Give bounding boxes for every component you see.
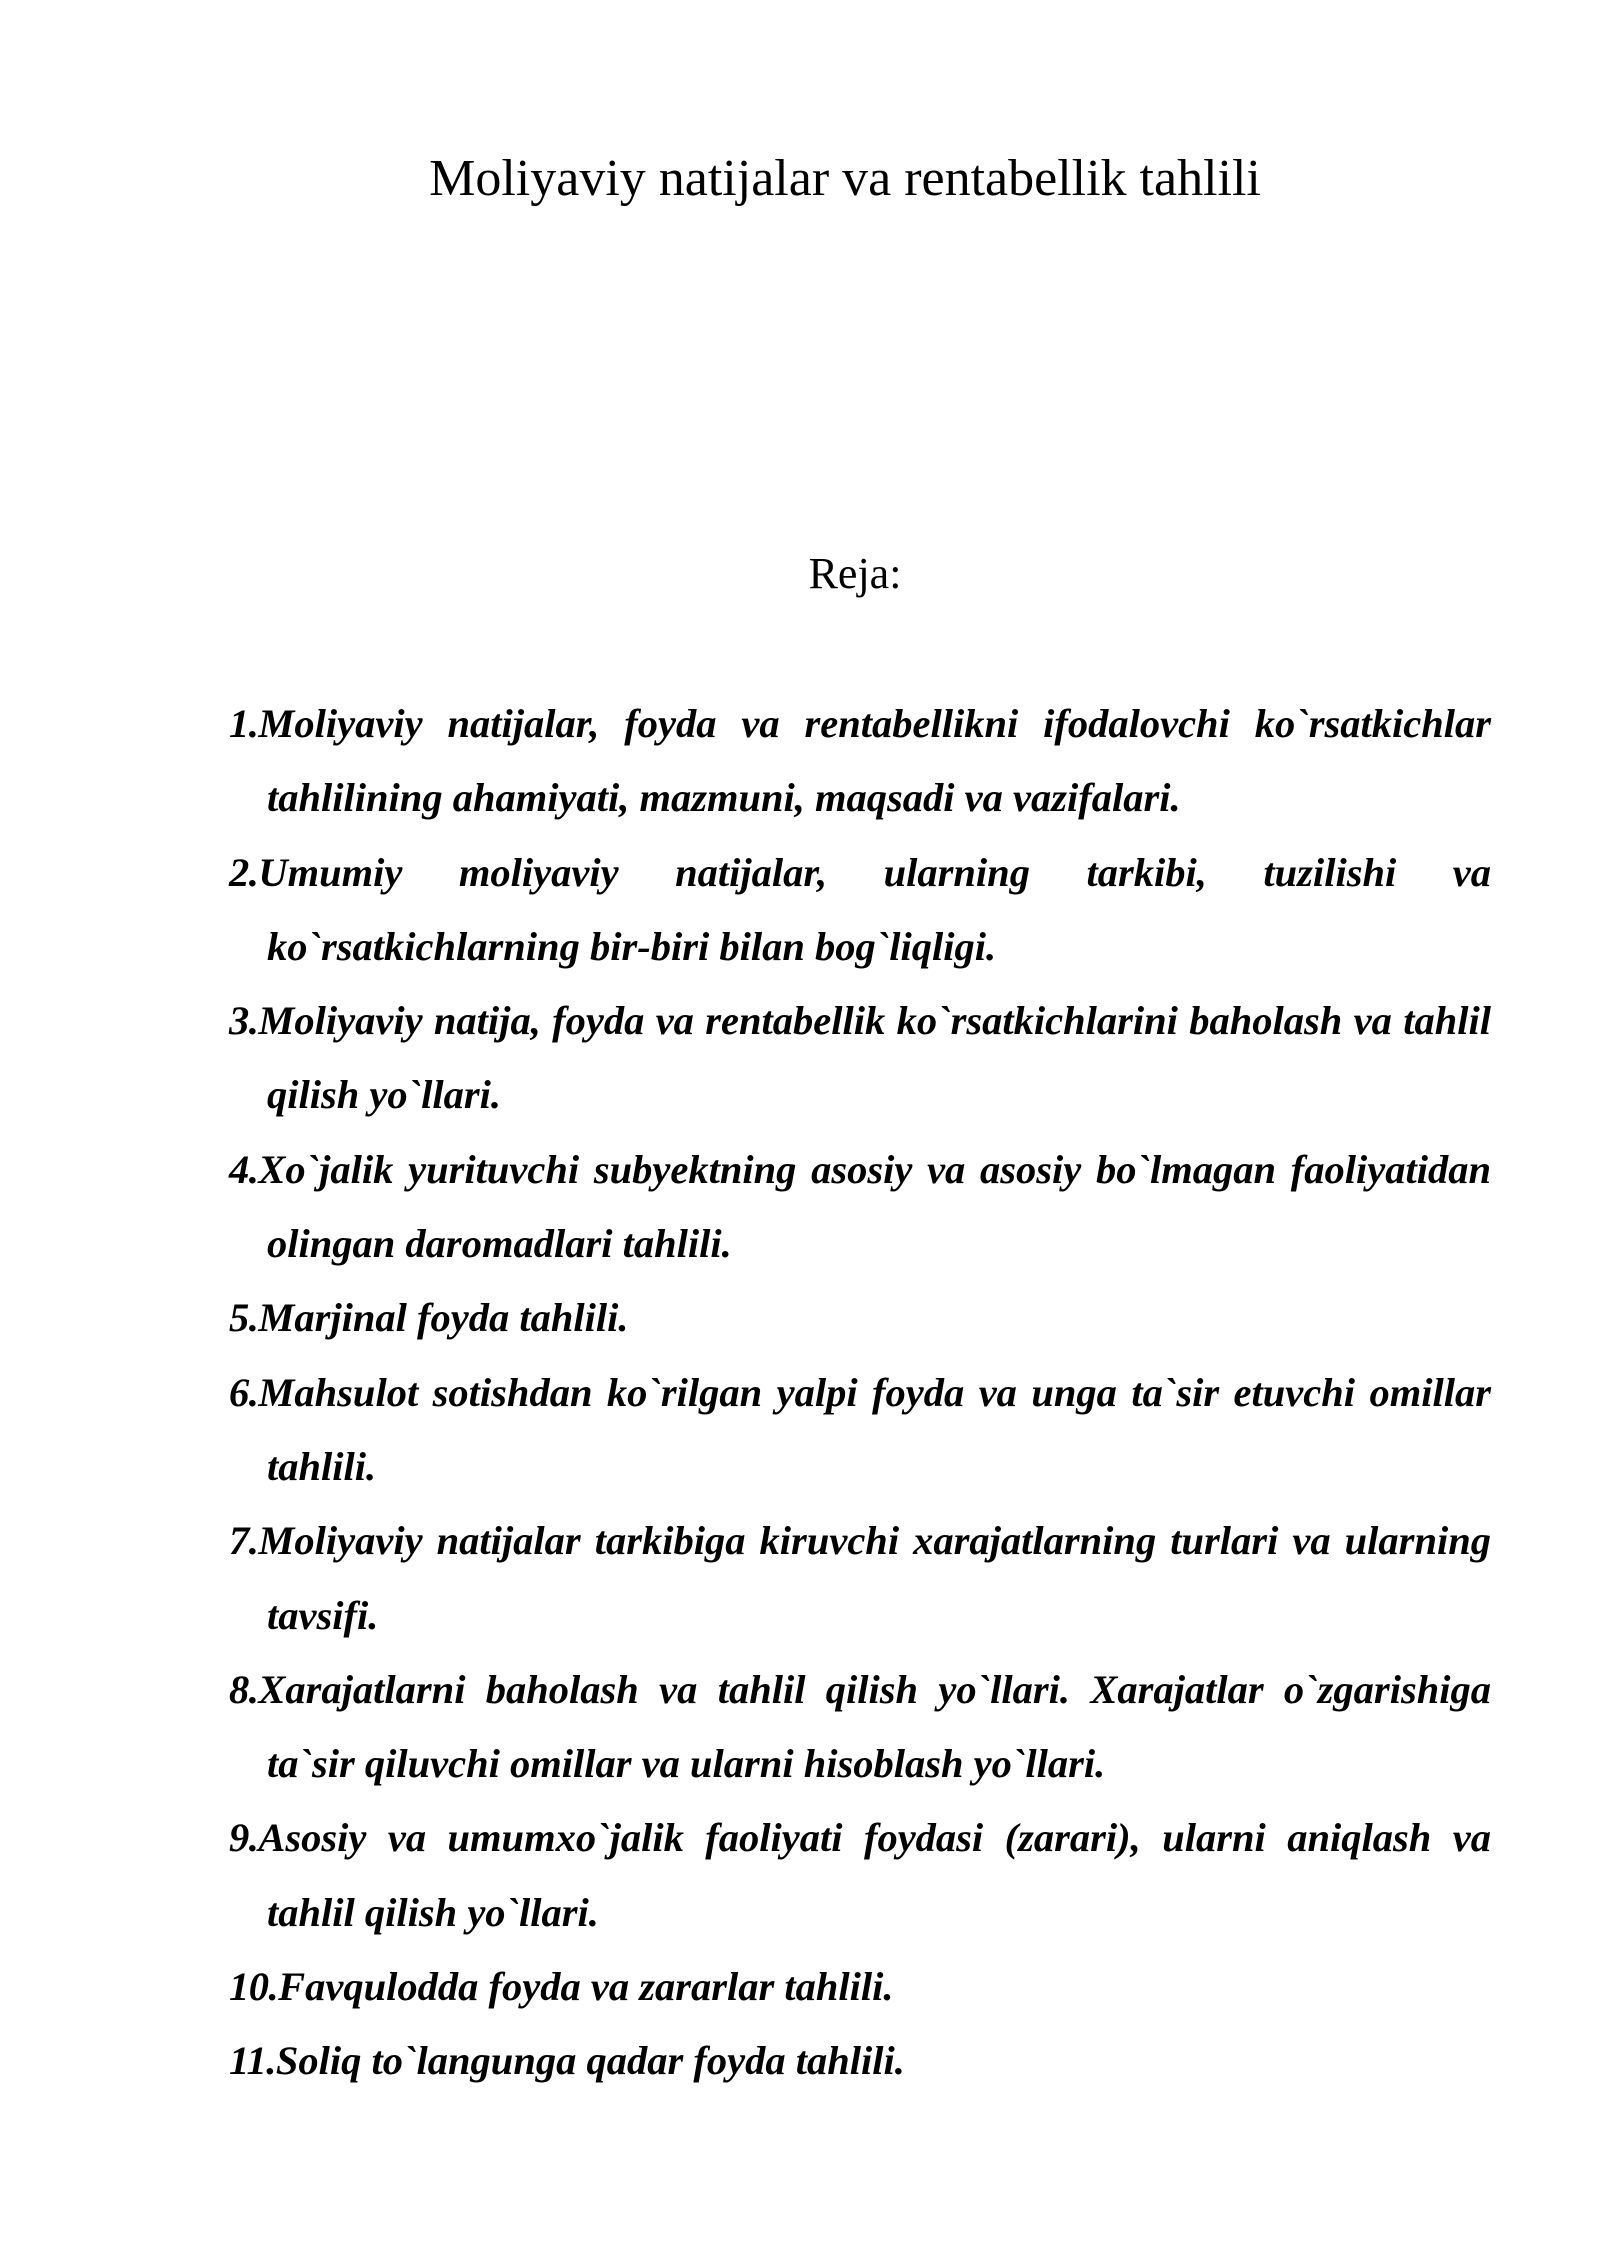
plan-item-text: Xo`jalik yurituvchi subyektning asosiy va asosiy bo`lmagan faoliyatidan olingan daromadlari tahlili.: [258, 1146, 1491, 1267]
plan-item-number: 11.: [229, 2038, 276, 2084]
plan-item-number: 5.: [229, 1295, 259, 1341]
plan-item-number: 10.: [229, 1964, 279, 2010]
plan-item: [229, 1133, 1491, 1282]
plan-list: [229, 687, 1491, 2099]
plan-item-number: 8.: [229, 1666, 259, 1712]
plan-item-text: Soliq to`langunga qadar foyda tahlili.: [275, 2038, 905, 2084]
plan-item: [229, 1801, 1491, 1950]
plan-item-number: 7.: [229, 1518, 259, 1564]
plan-item-text: Moliyaviy natijalar, foyda va rentabellikni ifodalovchi ko`rsatkichlar tahlilining ahamiyati, mazmuni, maqsadi va vazifalari.: [258, 701, 1491, 821]
plan-item-number: 9.: [229, 1815, 259, 1861]
plan-item-number: 6.: [229, 1369, 259, 1415]
plan-item-number: 1.: [229, 701, 259, 746]
plan-item-number: 4.: [229, 1146, 259, 1192]
plan-item-text: Moliyaviy natijalar tarkibiga kiruvchi xarajatlarning turlari va ularning tavsifi.: [258, 1518, 1491, 1638]
plan-item-text: Xarajatlarni baholash va tahlil qilish yo`llari. Xarajatlar o`zgarishiga ta`sir qiluvchi omillar va ularni hisoblash yo`llari.: [258, 1666, 1491, 1787]
plan-item: [229, 1504, 1491, 1653]
plan-item: [229, 1281, 1491, 1355]
plan-item-text: Moliyaviy natija, foyda va rentabellik ko`rsatkichlarini baholash va tahlil qilish yo`llari.: [258, 998, 1491, 1118]
plan-item: [229, 1950, 1491, 2024]
plan-item-text: Marjinal foyda tahlili.: [258, 1295, 629, 1341]
plan-item: [229, 1356, 1491, 1505]
plan-item-text: Favqulodda foyda va zararlar tahlili.: [278, 1964, 894, 2010]
plan-item-number: 2.: [229, 849, 259, 895]
plan-item: [229, 2024, 1491, 2098]
plan-item: [229, 1653, 1491, 1802]
plan-heading: Reja:: [808, 549, 902, 598]
plan-item: [229, 687, 1491, 836]
plan-item: [229, 984, 1491, 1133]
plan-item-number: 3.: [229, 998, 259, 1044]
plan-item: [229, 836, 1491, 985]
document-title: Moliyaviy natijalar va rentabellik tahlili: [429, 150, 1261, 207]
plan-item-text: Asosiy va umumxo`jalik faoliyati foydasi (zarari), ularni aniqlash va tahlil qilish yo`llari.: [258, 1815, 1491, 1935]
plan-item-text: Umumiy moliyaviy natijalar, ularning tarkibi, tuzilishi va ko`rsatkichlarning bir-biri bilan bog`liqligi.: [258, 849, 1491, 969]
plan-item-text: Mahsulot sotishdan ko`rilgan yalpi foyda va unga ta`sir etuvchi omillar tahlili.: [258, 1369, 1491, 1489]
